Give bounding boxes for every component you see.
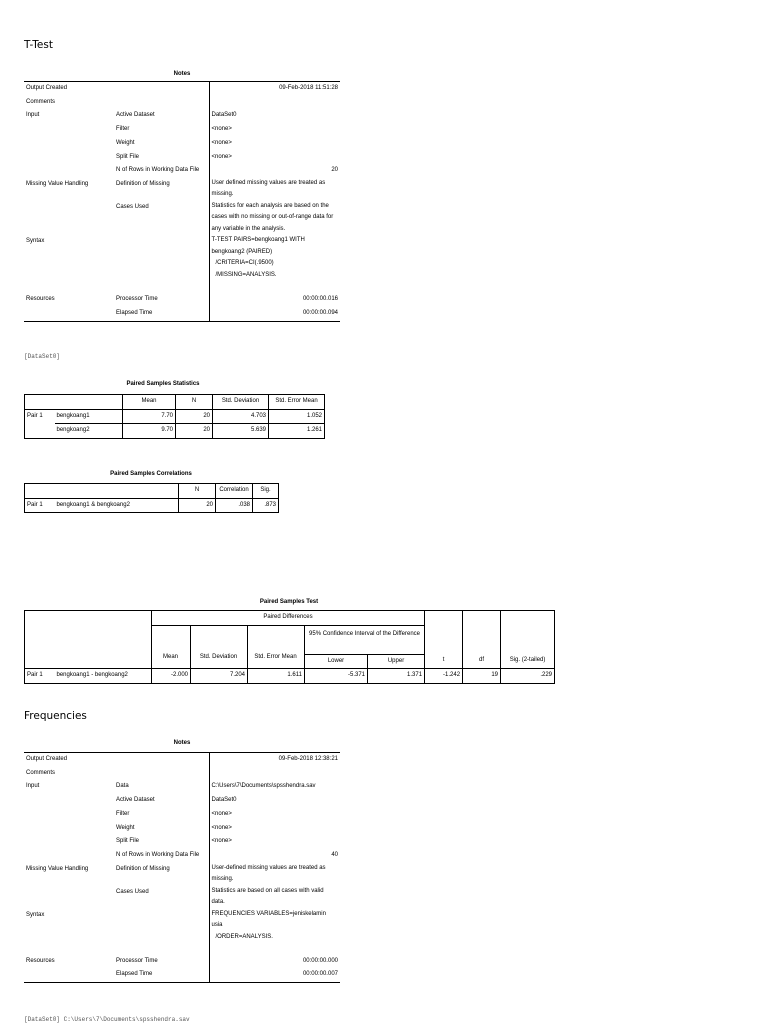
notes-sublabel: Weight (116, 824, 135, 831)
notes-table-ttest (24, 81, 340, 322)
header-row (25, 611, 555, 626)
notes-value: Statistics are based on all cases with valid data. (209, 886, 340, 909)
notes-sublabel: Processor Time (116, 296, 158, 303)
var-name: bengkoang1 (55, 409, 123, 424)
var-name: bengkoang1 - bengkoang2 (55, 669, 152, 684)
notes-label: Input (26, 783, 40, 790)
notes-row (24, 178, 340, 201)
paired-stats-table (24, 394, 325, 439)
notes-table-frequencies (24, 752, 340, 983)
notes-value: Statistics for each analysis are based on the cases with no missing or out-of-range data for any variable in the analysis. (209, 201, 340, 236)
notes-row (24, 137, 340, 151)
notes-sublabel: Split File (116, 153, 140, 160)
ttest-heading: T-Test (24, 39, 53, 51)
header-row (25, 395, 325, 410)
cell: 1.371 (368, 669, 425, 684)
notes-value: DataSet0 (209, 794, 340, 808)
notes-sublabel: Filter (116, 810, 130, 817)
cell: .038 (216, 498, 253, 513)
table-row (25, 409, 325, 424)
cell: 20 (179, 498, 216, 513)
notes-row (24, 822, 340, 836)
notes-sublabel: Definition of Missing (116, 865, 170, 872)
col-header: Upper (368, 654, 425, 669)
notes-sublabel: Data (116, 783, 129, 790)
notes-row (24, 307, 340, 321)
notes-value: User-defined missing values are treated as missing. (209, 863, 340, 886)
notes-row (24, 109, 340, 123)
test-subheaders (151, 654, 328, 660)
notes-caption: Notes (173, 71, 191, 77)
notes-value: <none> (209, 822, 340, 836)
notes-value: 00:00:00.000 (209, 955, 340, 969)
notes-row (24, 235, 340, 293)
syntax-line: /CRITERIA=CI(.9500) (215, 260, 274, 267)
col-header: N (176, 395, 213, 410)
syntax-line: /ORDER=ANALYSIS. (215, 933, 273, 940)
notes-sublabel: Active Dataset (116, 112, 155, 119)
cell: .873 (253, 498, 279, 513)
col-header: Mean (123, 395, 176, 410)
notes-row (24, 123, 340, 137)
notes-sublabel: Active Dataset (116, 797, 155, 804)
freq-heading: Frequencies (24, 710, 87, 722)
notes-value: <none> (209, 137, 340, 151)
notes-value: 20 (209, 164, 340, 178)
notes-row (24, 886, 340, 909)
col-header: Sig. (2-tailed) (501, 654, 555, 669)
pair-label: Pair 1 (25, 498, 55, 513)
notes-label: Missing Value Handling (26, 180, 89, 187)
col-header: Sig. (253, 484, 279, 499)
dataset-label: [DataSet0] (24, 353, 61, 360)
notes-value: <none> (209, 151, 340, 165)
notes-label: Missing Value Handling (26, 865, 89, 872)
notes-row (24, 955, 340, 969)
notes-sublabel: Filter (116, 126, 130, 133)
notes-sublabel: N of Rows in Working Data File (116, 851, 200, 858)
cell: 20 (176, 424, 213, 439)
var-name: bengkoang2 (55, 424, 123, 439)
notes-value: 40 (209, 849, 340, 863)
notes-row (24, 201, 340, 236)
notes-row (24, 151, 340, 165)
notes-label: Resources (26, 296, 55, 303)
table-row (25, 669, 555, 684)
notes-value: DataSet0 (209, 109, 340, 123)
notes-row (24, 863, 340, 886)
col-header: Lower (305, 654, 368, 669)
col-group-header: Paired Differences (152, 611, 425, 626)
col-group-header: 95% Confidence Interval of the Difference (305, 625, 425, 654)
notes-row (24, 909, 340, 955)
notes-sublabel: N of Rows in Working Data File (116, 167, 200, 174)
notes-value: 00:00:00.094 (209, 307, 340, 321)
cell: 19 (463, 669, 501, 684)
col-header: N (179, 484, 216, 499)
cell: -2.000 (152, 669, 191, 684)
notes-sublabel: Cases Used (116, 888, 149, 895)
table-row (25, 424, 325, 439)
notes-value: <none> (209, 123, 340, 137)
notes-label: Output Created (26, 85, 68, 91)
cell: .229 (501, 669, 555, 684)
stats-caption: Paired Samples Statistics (126, 381, 200, 387)
corr-caption: Paired Samples Correlations (110, 471, 192, 477)
notes-value: User defined missing values are treated as missing. (209, 178, 340, 201)
notes-sublabel: Elapsed Time (116, 310, 153, 317)
syntax-line: T-TEST PAIRS=bengkoang1 WITH (211, 237, 305, 244)
notes-row (24, 164, 340, 178)
notes-row (24, 753, 340, 767)
paired-corr-table (24, 483, 279, 513)
notes-value: <none> (209, 835, 340, 849)
cell: 7.204 (191, 669, 248, 684)
test-caption: Paired Samples Test (259, 599, 319, 605)
var-name: bengkoang1 & bengkoang2 (55, 498, 179, 513)
notes-label: Input (26, 112, 40, 119)
cell: 20 (176, 409, 213, 424)
cell: -5.371 (305, 669, 368, 684)
notes-label: Comments (26, 98, 56, 105)
cell: 4.703 (213, 409, 269, 424)
syntax-line: FREQUENCIES VARIABLES=jeniskelamin usia (211, 910, 326, 929)
cell: 7.70 (123, 409, 176, 424)
cell: 9.70 (123, 424, 176, 439)
notes-row (24, 794, 340, 808)
dataset-label: [DataSet0] C:\Users\7\Documents\spsshendra.sav (24, 1016, 190, 1023)
col-header: Std. Error Mean (254, 654, 297, 660)
notes-label: Syntax (26, 238, 45, 245)
notes-sublabel: Processor Time (116, 957, 158, 964)
cell: -1.242 (425, 669, 463, 684)
cell: 1.261 (269, 424, 325, 439)
pair-label: Pair 1 (25, 669, 55, 684)
col-header: df (463, 654, 501, 669)
col-header: Std. Deviation (213, 395, 269, 410)
syntax-line: /MISSING=ANALYSIS. (215, 271, 277, 278)
notes-label: Resources (26, 957, 55, 964)
notes-value: <none> (209, 808, 340, 822)
col-header: t (425, 654, 463, 669)
notes-syntax (209, 235, 340, 293)
cell: 1.052 (269, 409, 325, 424)
header-row (25, 484, 279, 499)
paired-test-table (24, 610, 555, 684)
notes-sublabel: Definition of Missing (116, 180, 170, 187)
notes-row (24, 849, 340, 863)
pair-label: Pair 1 (25, 409, 55, 424)
notes-row (24, 82, 340, 96)
notes-value: 09-Feb-2018 12:38:21 (209, 753, 340, 767)
cell: 5.639 (213, 424, 269, 439)
notes-value: 00:00:00.007 (209, 968, 340, 982)
notes-row (24, 293, 340, 307)
table-row (25, 498, 279, 513)
col-header: Std. Deviation (199, 654, 238, 660)
notes-row (24, 767, 340, 781)
notes-row (24, 808, 340, 822)
notes-label: Syntax (26, 911, 45, 918)
notes-row (24, 968, 340, 982)
col-header: Correlation (216, 484, 253, 499)
notes-sublabel: Cases Used (116, 203, 149, 210)
col-header: Mean (162, 654, 178, 660)
notes-label: Output Created (26, 756, 68, 762)
notes-sublabel: Elapsed Time (116, 971, 153, 978)
notes-value: C:\Users\7\Documents\spsshendra.sav (209, 780, 340, 794)
notes-caption: Notes (173, 740, 191, 746)
col-header: Std. Error Mean (269, 395, 325, 410)
notes-value: 09-Feb-2018 11:51:28 (209, 82, 340, 96)
notes-sublabel: Split File (116, 838, 140, 845)
syntax-line: bengkoang2 (PAIRED) (211, 248, 273, 255)
cell: 1.611 (248, 669, 305, 684)
notes-row (24, 96, 340, 110)
notes-sublabel: Weight (116, 139, 135, 146)
notes-row (24, 835, 340, 849)
notes-value: 00:00:00.016 (209, 293, 340, 307)
notes-row (24, 780, 340, 794)
notes-label: Comments (26, 769, 56, 776)
notes-syntax (209, 909, 340, 955)
